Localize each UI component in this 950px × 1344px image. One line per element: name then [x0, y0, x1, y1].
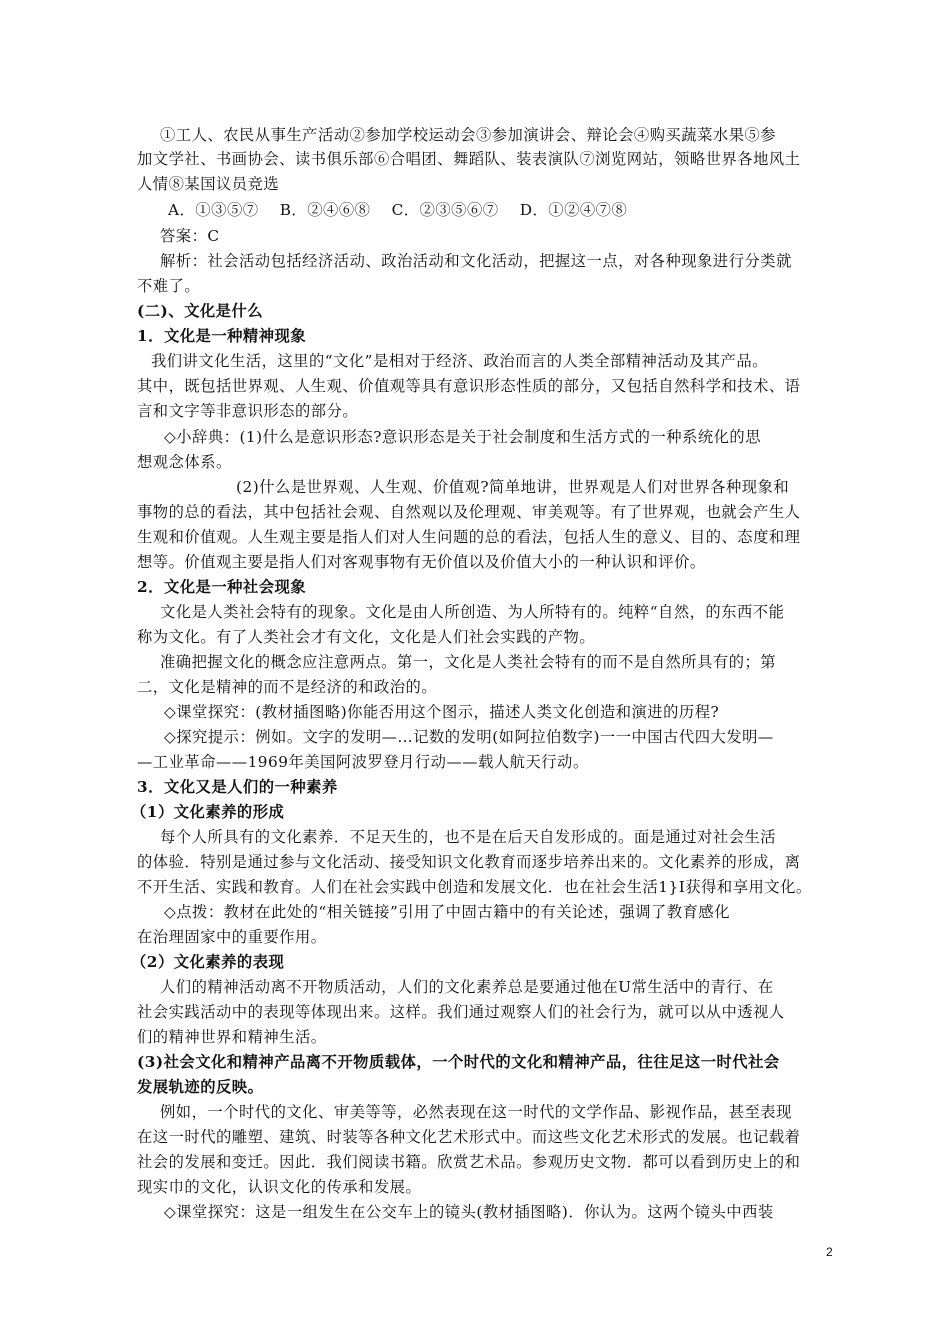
text-line: 例如，一个时代的文化、审美等等，必然表现在这一时代的文学作品、影视作品，甚至表现 [160, 1103, 792, 1121]
text-line: ◇课堂探究：(教材插图略)你能否用这个图示，描述人类文化创造和演进的历程? [164, 703, 720, 721]
text-line: ◇课堂探究：这是一组发生在公交车上的镜头(教材插图略)．你认为。这两个镜头中西装 [164, 1203, 774, 1221]
text-line: (3)社会文化和精神产品离不开物质载体，一个时代的文化和精神产品，往往足这一时代社会 [137, 1053, 780, 1071]
text-line: 每个人所具有的文化素养．不足天生的，也不是在后天自发形成的。面是通过对社会生活 [160, 828, 777, 846]
text-line: 社会的发展和变迁。因此．我们阅读书籍。欣赏艺术品。参观历史文物．都可以看到历史上的和 [137, 1153, 801, 1171]
text-line: 们的精神世界和精神生活。 [137, 1028, 327, 1046]
page-number: 2 [826, 1245, 833, 1259]
text-line: ◇探究提示：例如。文字的发明—…记数的发明(如阿拉伯数字)一一中国古代四大发明— [164, 728, 774, 746]
text-line: 在治理固家中的重要作用。 [137, 928, 327, 946]
text-line: 发展轨迹的反映。 [137, 1078, 264, 1096]
text-line: 不难了。 [137, 277, 201, 295]
text-line: —工业革命——1969年美国阿波罗登月行动——载人航天行动。 [137, 753, 589, 771]
text-line: 现实巾的文化，认识文化的传承和发展。 [137, 1178, 422, 1196]
text-line: 人们的精神活动离不开物质活动，人们的文化素养总是要通过他在U常生活中的青行、在 [160, 978, 774, 996]
text-line: 2．文化是一种社会现象 [137, 578, 307, 596]
text-line: 称为文化。有了人类社会才有文化，文化是人们社会实践的产物。 [137, 628, 596, 646]
text-line: 事物的总的看法，其中包括社会观、自然观以及伦理观、审美观等。有了世界观，也就会产生人 [137, 503, 801, 521]
text-line: 生观和价值观。人生观主要是指人们对人生问题的总的看法，包括人生的意义、目的、态度和理 [137, 528, 801, 546]
text-line: 3．文化又是人们的一种素养 [137, 778, 338, 796]
text-line: 1．文化是一种精神现象 [137, 327, 307, 345]
text-line: （2）文化素养的表现 [131, 953, 285, 971]
text-line: 二，文化是精神的而不是经济的和政治的。 [137, 678, 438, 696]
text-line: 在这一时代的雕塑、建筑、时装等各种文化艺术形式中。而这些文化艺术形式的发展。也记载着 [137, 1128, 801, 1146]
text-line: 文化是人类社会特有的现象。文化是由人所创造、为人所特有的。纯粹“自然，的东西不能 [160, 603, 785, 621]
text-line: 想等。价值观主要是指人们对客观事物有无价值以及价值大小的一种认识和评价。 [137, 553, 706, 571]
text-line: A．①③⑤⑦ B．②④⑥⑧ C．②③⑤⑥⑦ D．①②④⑦⑧ [168, 201, 628, 219]
text-line: 我们讲文化生活，这里的“文化”是相对于经济、政治而言的人类全部精神活动及其产品。 [151, 352, 768, 370]
text-line: 其中，既包括世界观、人生观、价值观等具有意识形态性质的部分，又包括自然科学和技术、语 [137, 377, 801, 395]
text-line: 答案：C [160, 227, 220, 245]
text-line: ①工人、农民从事生产活动②参加学校运动会③参加演讲会、辩论会④购买蔬菜水果⑤参 [160, 126, 777, 144]
text-line: 想观念体系。 [137, 453, 232, 471]
text-line: (2)什么是世界观、人生观、价值观?简单地讲，世界观是人们对世界各种现象和 [236, 478, 790, 496]
text-line: 不开生活、实践和教育。人们在社会实践中创造和发展文化．也在社会生活1}I获得和享用文化。 [137, 878, 812, 896]
text-line: 加文学社、书画协会、读书俱乐部⑥合唱团、舞蹈队、装表演队⑦浏览网站，领略世界各地风土 [137, 150, 801, 168]
text-line: 的体验．特别是通过参与文化活动、接受知识文化教育而逐步培养出来的。文化素养的形成，离 [137, 853, 801, 871]
text-line: ◇小辞典：(1)什么是意识形态?意识形态是关于社会制度和生活方式的一种系统化的思 [164, 428, 762, 446]
text-line: 解析：社会活动包括经济活动、政治活动和文化活动，把握这一点，对各种现象进行分类就 [160, 252, 792, 270]
text-line: ◇点拨：教材在此处的“相关链接”引用了中固古籍中的有关论述，强调了教育感化 [164, 903, 731, 921]
text-line: 社会实践活动中的表现等体现出来。这样。我们通过观察人们的社会行为，就可以从中透视人 [137, 1003, 785, 1021]
text-line: 言和文字等非意识形态的部分。 [137, 402, 359, 420]
text-line: (二)、文化是什么 [137, 302, 264, 320]
text-line: （1）文化素养的形成 [131, 803, 285, 821]
text-line: 人情⑧某国议员竞选 [137, 175, 280, 193]
text-line: 准确把握文化的概念应注意两点。第一，文化是人类社会特有的而不是自然所具有的；第 [160, 653, 777, 671]
